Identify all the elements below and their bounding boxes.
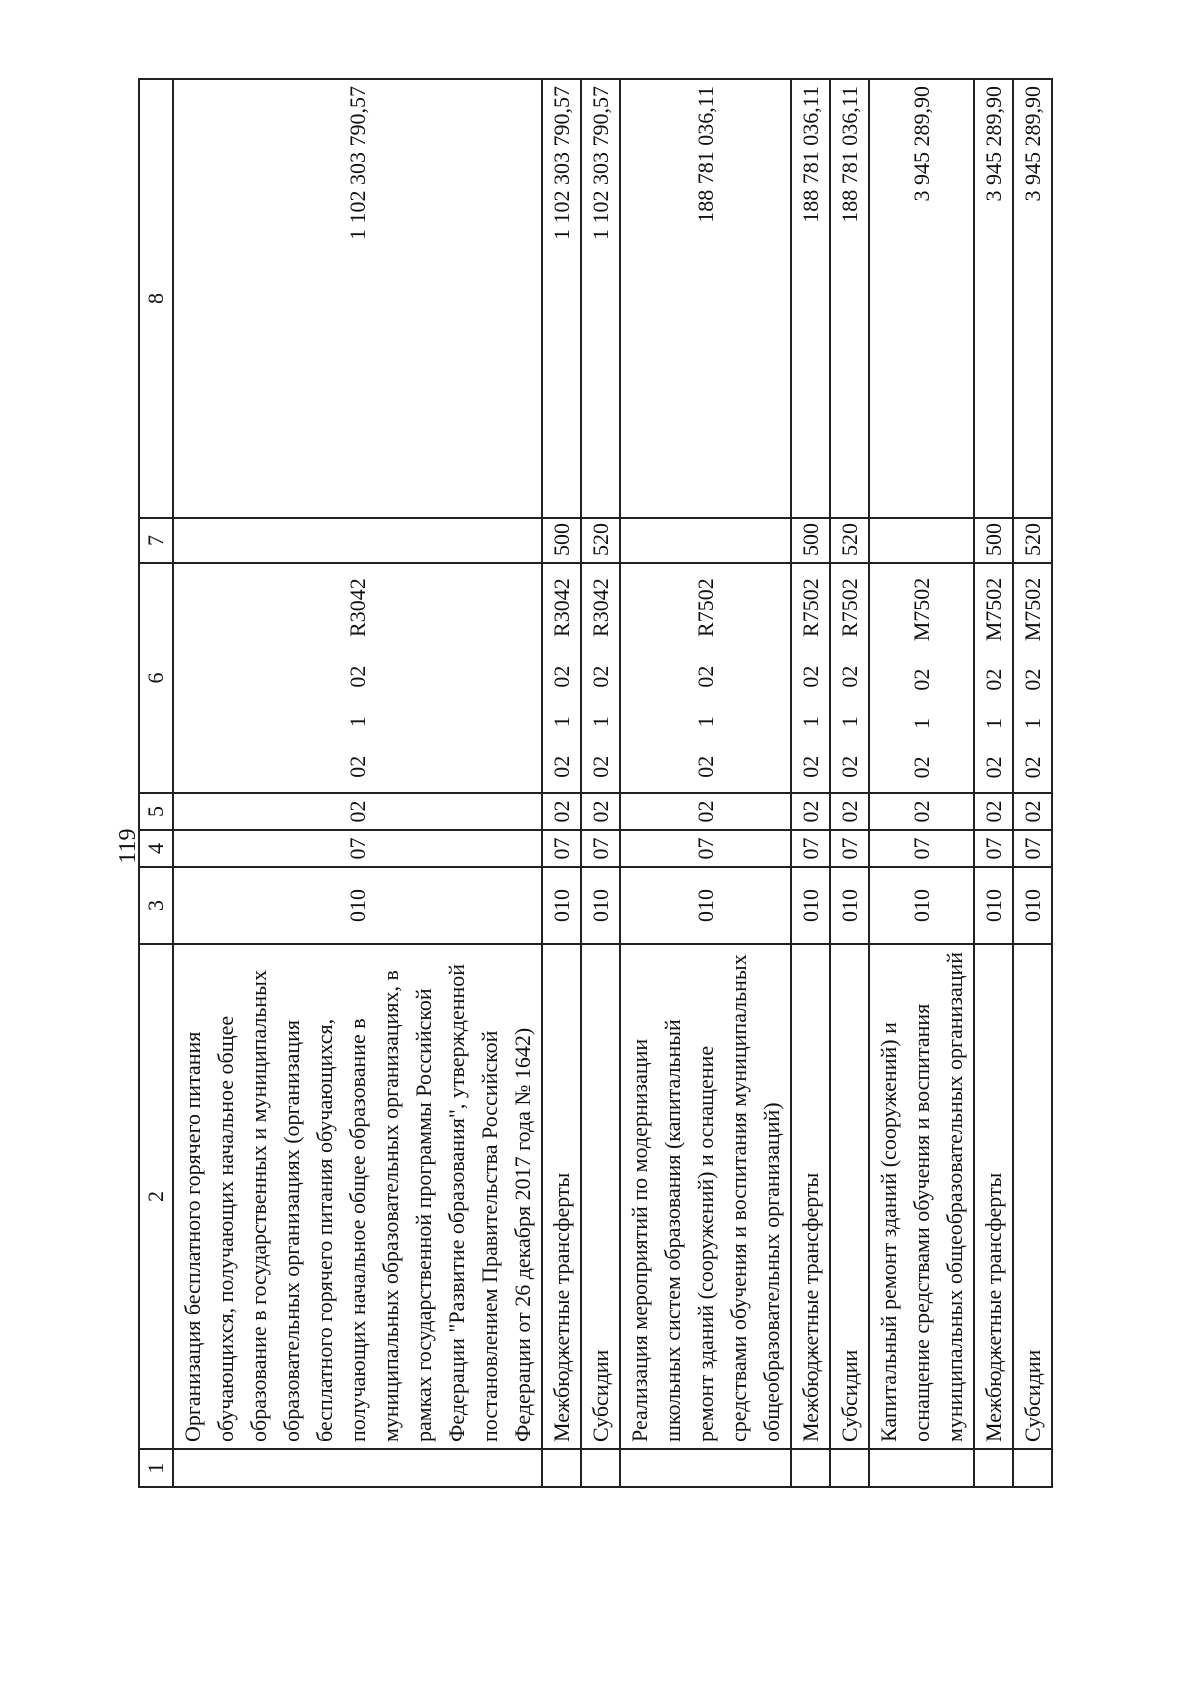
code-part: R3042 bbox=[548, 578, 574, 637]
row-description: Межбюджетные трансферты bbox=[542, 944, 581, 1449]
header-col-7: 7 bbox=[139, 518, 173, 563]
code-part: 02 bbox=[908, 756, 934, 779]
table-row-sub bbox=[974, 79, 1013, 1487]
amount-cell: 1 102 303 790,57 bbox=[542, 79, 581, 518]
code-col-7 bbox=[620, 518, 791, 563]
row-description: Организация бесплатного горячего питания обучающихся, получающих начальное общее образование в государственных и муниципальных образовательных организациях (организация бесплатного горячего питания обучающихся, получающих начальное общее образование в муниципальных образовательных организациях, в рамках государственной программы Российской Федерации "Развитие образования", утвержденной постановлением Правительства Российской Федерации от 26 декабря 2017 года № 1642) bbox=[173, 944, 542, 1449]
table-row-sub bbox=[542, 79, 581, 1487]
code-part: M7502 bbox=[980, 577, 1006, 642]
code-part: R3042 bbox=[344, 578, 370, 637]
row-index-cell bbox=[1013, 1449, 1052, 1487]
table-body bbox=[173, 79, 1052, 1487]
code-col-6 bbox=[830, 563, 869, 793]
header-col-3: 3 bbox=[139, 867, 173, 944]
code-col-3: 010 bbox=[581, 867, 620, 944]
code-part: 02 bbox=[587, 665, 613, 688]
code-part: 1 bbox=[344, 716, 370, 728]
row-description: Межбюджетные трансферты bbox=[791, 944, 830, 1449]
row-description: Капитальный ремонт зданий (сооружений) и оснащение средствами обучения и воспитания муниципальных общеобразовательных организаций bbox=[869, 944, 974, 1449]
code-col-5: 02 bbox=[791, 793, 830, 830]
row-description: Субсидии bbox=[581, 944, 620, 1449]
code-col-4: 07 bbox=[173, 830, 542, 867]
row-index-cell bbox=[542, 1449, 581, 1487]
code-col-3: 010 bbox=[830, 867, 869, 944]
code-part: 02 bbox=[1019, 668, 1045, 691]
code-col-4: 07 bbox=[542, 830, 581, 867]
code-part: 02 bbox=[548, 665, 574, 688]
budget-table bbox=[138, 78, 1053, 1488]
target-article-code bbox=[549, 564, 575, 792]
table-row-main bbox=[173, 79, 542, 1487]
header-col-5: 5 bbox=[139, 793, 173, 830]
code-col-5: 02 bbox=[1013, 793, 1052, 830]
row-index-cell bbox=[791, 1449, 830, 1487]
code-part: 02 bbox=[1019, 756, 1045, 779]
code-part: 02 bbox=[797, 755, 823, 778]
code-col-7: 520 bbox=[1013, 518, 1052, 563]
code-part: 1 bbox=[587, 716, 613, 728]
header-row bbox=[139, 79, 173, 1487]
code-part: 02 bbox=[980, 668, 1006, 691]
row-description: Межбюджетные трансферты bbox=[974, 944, 1013, 1449]
amount-cell: 3 945 289,90 bbox=[869, 79, 974, 518]
code-col-4: 07 bbox=[620, 830, 791, 867]
table-row-sub bbox=[830, 79, 869, 1487]
table-row-main bbox=[620, 79, 791, 1487]
rotated-page-content bbox=[138, 80, 1045, 1488]
code-part: 02 bbox=[587, 755, 613, 778]
row-index-cell bbox=[620, 1449, 791, 1487]
row-description: Реализация мероприятий по модернизации школьных систем образования (капитальный ремонт зданий (сооружений) и оснащение средствами обучения и воспитания муниципальных общеобразовательных организаций) bbox=[620, 944, 791, 1449]
amount-cell: 188 781 036,11 bbox=[791, 79, 830, 518]
amount-cell: 3 945 289,90 bbox=[974, 79, 1013, 518]
code-part: 1 bbox=[908, 717, 934, 729]
code-col-7: 500 bbox=[791, 518, 830, 563]
amount-cell: 1 102 303 790,57 bbox=[581, 79, 620, 518]
code-part: 1 bbox=[548, 716, 574, 728]
code-part: 02 bbox=[692, 755, 718, 778]
page-number: 119 bbox=[115, 828, 141, 864]
code-part: M7502 bbox=[908, 577, 934, 642]
code-col-7 bbox=[869, 518, 974, 563]
amount-cell: 188 781 036,11 bbox=[620, 79, 791, 518]
code-col-7: 520 bbox=[830, 518, 869, 563]
code-col-7: 520 bbox=[581, 518, 620, 563]
code-col-5: 02 bbox=[173, 793, 542, 830]
code-col-5: 02 bbox=[869, 793, 974, 830]
code-part: 1 bbox=[836, 716, 862, 728]
table-row-main bbox=[869, 79, 974, 1487]
code-col-6 bbox=[869, 563, 974, 793]
code-part: 02 bbox=[692, 665, 718, 688]
header-col-8: 8 bbox=[139, 79, 173, 518]
code-col-5: 02 bbox=[620, 793, 791, 830]
code-part: 1 bbox=[980, 717, 1006, 729]
table-row-sub bbox=[791, 79, 830, 1487]
code-col-3: 010 bbox=[1013, 867, 1052, 944]
target-article-code bbox=[1020, 564, 1046, 792]
row-index-cell bbox=[869, 1449, 974, 1487]
row-index-cell bbox=[974, 1449, 1013, 1487]
amount-cell: 1 102 303 790,57 bbox=[173, 79, 542, 518]
code-part: 02 bbox=[797, 665, 823, 688]
target-article-code bbox=[909, 564, 935, 792]
row-index-cell bbox=[581, 1449, 620, 1487]
code-col-7: 500 bbox=[542, 518, 581, 563]
code-part: R3042 bbox=[587, 578, 613, 637]
code-col-4: 07 bbox=[791, 830, 830, 867]
code-col-3: 010 bbox=[974, 867, 1013, 944]
code-part: 02 bbox=[344, 755, 370, 778]
header-col-1: 1 bbox=[139, 1449, 173, 1487]
code-col-7 bbox=[173, 518, 542, 563]
header-col-2: 2 bbox=[139, 944, 173, 1449]
target-article-code bbox=[588, 564, 614, 792]
code-col-4: 07 bbox=[869, 830, 974, 867]
table-row-sub bbox=[581, 79, 620, 1487]
code-col-7: 500 bbox=[974, 518, 1013, 563]
code-col-6 bbox=[173, 563, 542, 793]
code-col-5: 02 bbox=[581, 793, 620, 830]
code-col-6 bbox=[974, 563, 1013, 793]
code-col-5: 02 bbox=[542, 793, 581, 830]
code-col-4: 07 bbox=[1013, 830, 1052, 867]
code-col-4: 07 bbox=[830, 830, 869, 867]
code-col-6 bbox=[542, 563, 581, 793]
row-index-cell bbox=[830, 1449, 869, 1487]
code-part: R7502 bbox=[692, 578, 718, 637]
code-part: 02 bbox=[980, 756, 1006, 779]
code-col-6 bbox=[791, 563, 830, 793]
table-row-sub bbox=[1013, 79, 1052, 1487]
code-part: 1 bbox=[1019, 717, 1045, 729]
code-part: 02 bbox=[548, 755, 574, 778]
code-col-6 bbox=[1013, 563, 1052, 793]
row-index-cell bbox=[173, 1449, 542, 1487]
header-col-4: 4 bbox=[139, 830, 173, 867]
header-col-6: 6 bbox=[139, 563, 173, 793]
code-col-3: 010 bbox=[620, 867, 791, 944]
row-description: Субсидии bbox=[830, 944, 869, 1449]
code-part: R7502 bbox=[797, 578, 823, 637]
code-part: 02 bbox=[908, 668, 934, 691]
amount-cell: 3 945 289,90 bbox=[1013, 79, 1052, 518]
target-article-code bbox=[981, 564, 1007, 792]
code-col-3: 010 bbox=[791, 867, 830, 944]
code-col-6 bbox=[620, 563, 791, 793]
code-col-3: 010 bbox=[542, 867, 581, 944]
code-part: 1 bbox=[692, 716, 718, 728]
amount-cell: 188 781 036,11 bbox=[830, 79, 869, 518]
code-part: 02 bbox=[836, 665, 862, 688]
code-col-4: 07 bbox=[974, 830, 1013, 867]
code-part: 02 bbox=[836, 755, 862, 778]
code-col-3: 010 bbox=[173, 867, 542, 944]
code-part: R7502 bbox=[836, 578, 862, 637]
code-part: M7502 bbox=[1019, 577, 1045, 642]
code-col-5: 02 bbox=[830, 793, 869, 830]
code-col-3: 010 bbox=[869, 867, 974, 944]
code-part: 1 bbox=[797, 716, 823, 728]
target-article-code bbox=[693, 564, 719, 792]
row-description: Субсидии bbox=[1013, 944, 1052, 1449]
target-article-code bbox=[798, 564, 824, 792]
target-article-code bbox=[837, 564, 863, 792]
target-article-code bbox=[345, 564, 371, 792]
code-col-5: 02 bbox=[974, 793, 1013, 830]
code-col-4: 07 bbox=[581, 830, 620, 867]
code-col-6 bbox=[581, 563, 620, 793]
code-part: 02 bbox=[344, 665, 370, 688]
